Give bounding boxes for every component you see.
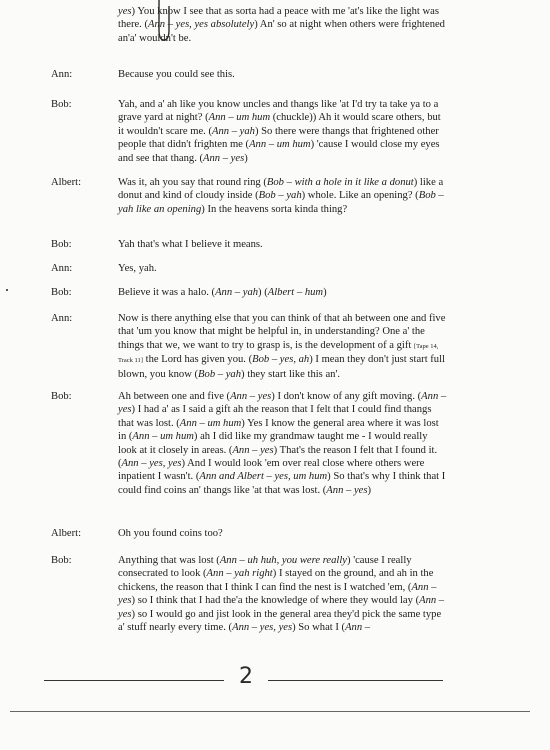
speaker-label: Bob: (51, 239, 72, 250)
speech-text: Anything that was lost (Ann – uh huh, you were really) 'cause I really consecrated to look (Ann – yah right) I stayed on the ground, and ah in the chickens, the reason that I think I can find the nest is I watched 'em, (Ann – yes) so I think that I had the'a the knowledge of where they would lay (Ann – yes) so I would go and jist look in the general area they'd pick the same type a' stuff nearly every time. (Ann – yes, yes) So what I (Ann – (118, 555, 445, 634)
speaker-label: Ann: (51, 69, 73, 80)
speaker-label: Ann: (51, 313, 73, 324)
bottom-rule (10, 711, 530, 712)
speaker-label: Bob: (51, 391, 72, 402)
speech-text: Ah between one and five (Ann – yes) I don't know of any gift moving. (Ann – yes) I had a' as I said a gift ah the reason that I felt that I could find thangs that was lost. (Ann – um hum) Yes I know the general area where it was lost in (Ann – um hum) ah I did like my grandmaw taught me - I would really look at it closely in areas. (Ann – yes) That's the reason I felt that I found it. (Ann – yes, yes) And I would look 'em over real close where others were inpatient I wasn't. (Ann and Albert – yes, um hum) So that's why I think that I could find coins an' thangs like 'at that was lost. (Ann – yes) (118, 391, 447, 496)
speech-text: Yah that's what I believe it means. (118, 239, 263, 250)
page-number: 2 (239, 664, 253, 689)
speaker-label: Bob: (51, 555, 72, 566)
paper-clip-mark (155, 0, 173, 44)
speech-text: Yes, yah. (118, 263, 157, 274)
footer-rule-left (44, 680, 224, 681)
speech-text: Now is there anything else that you can think of that ah between one and five that 'um you know that might be helpful in, in understanding? One a' the things that we, we want to try to grasp is, is the development of a gift [Tape 14, Track 11] the Lord has given you. (Bob – yes, ah) I mean they don't just start full blown, you know (Bob – yah) they start like this an'. (118, 313, 446, 380)
speaker-label: Albert: (51, 177, 82, 188)
speech-text: Oh you found coins too? (118, 528, 223, 539)
speech-text: Yah, and a' ah like you know uncles and thangs like 'at I'd try ta take ya to a grave yard at night? (Ann – um hum (chuckle)) Ah it would scare others, but it wouldn't scare me. (Ann – yah) So there were thangs that frightened other people that didn't frighten me (Ann – um hum) 'cause I would close my eyes and see that thang. (Ann – yes) (118, 99, 441, 164)
speech-text: Was it, ah you say that round ring (Bob – with a hole in it like a donut) like a donut and kind of cloudy inside (Bob – yah) whole. Like an opening? (Bob – yah like an opening) In the heavens sorta kinda thing? (118, 177, 444, 215)
speech-text: yes) You know I see that as sorta had a peace with me 'at's like the light was there. (Ann – yes, yes absolutely) An' so at night when others were frightened an'a' wouldn't be. (118, 6, 445, 44)
speaker-label: Albert: (51, 528, 82, 539)
speech-text: Because you could see this. (118, 69, 235, 80)
scan-speck (6, 289, 8, 291)
speech-text: Believe it was a halo. (Ann – yah) (Albert – hum) (118, 287, 327, 298)
footer-rule-right (268, 680, 443, 681)
speaker-label: Bob: (51, 99, 72, 110)
speaker-label: Ann: (51, 263, 73, 274)
speaker-label: Bob: (51, 287, 72, 298)
